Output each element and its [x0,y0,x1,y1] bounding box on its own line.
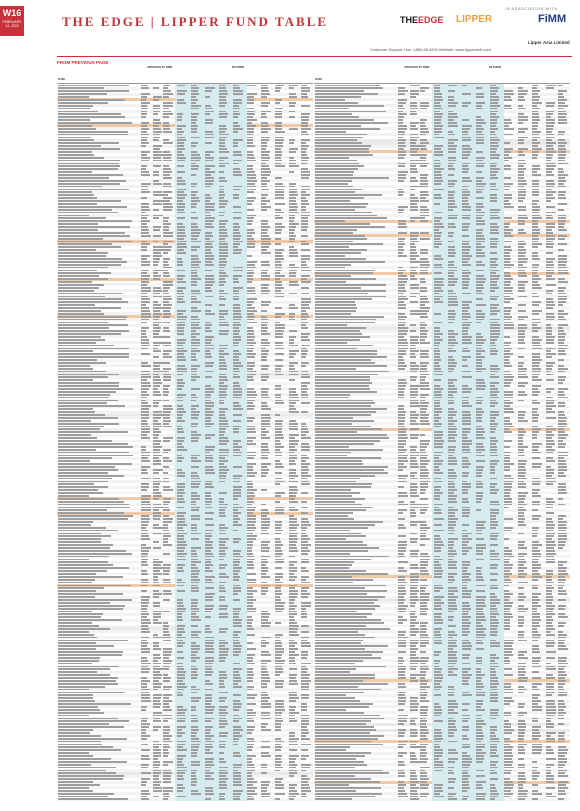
table-rows-left [57,84,313,801]
fund-name-line [58,798,128,800]
company-name: Lipper Asia Limited [528,40,570,45]
value-cell [275,798,280,800]
value-cell [233,798,240,800]
lipper-logo: LIPPER [456,14,493,25]
table-header [57,66,313,84]
value-cell [289,798,294,800]
section-divider [57,56,572,57]
approved-label: APPROVED BY FIMM [147,66,173,69]
theedge-logo: THEEDGE [400,15,444,25]
returns-label: RETURNS [489,66,502,69]
table-rows-right [314,84,570,801]
value-cell [219,798,225,800]
approved-label: APPROVED BY FIMM [404,66,430,69]
support-line: Customer Support Line: 1800 88 4204 Website: www.lipperweb.com [370,47,491,52]
fimm-logo: FiMM [538,13,567,25]
table-header [314,66,570,84]
value-cell [163,798,168,800]
table-row [57,798,313,801]
value-cell [205,798,211,800]
page-title: THE EDGE | LIPPER FUND TABLE [62,14,329,29]
value-cell [141,798,149,800]
page-date: FEBRUARY 14, 2022 [2,20,22,28]
association-label: IN ASSOCIATION WITH [505,6,558,11]
fund-table-left [57,66,313,806]
fund-table-right [314,66,570,806]
page-tag [0,6,24,36]
partner-logos [400,13,575,29]
returns-label: RETURNS [232,66,245,69]
fund-column-header: FUND [315,78,322,81]
section-label: FROM PREVIOUS PAGE [57,60,109,65]
value-cell [247,798,254,800]
page-number: W16 [2,8,22,18]
fund-column-header: FUND [58,78,65,81]
